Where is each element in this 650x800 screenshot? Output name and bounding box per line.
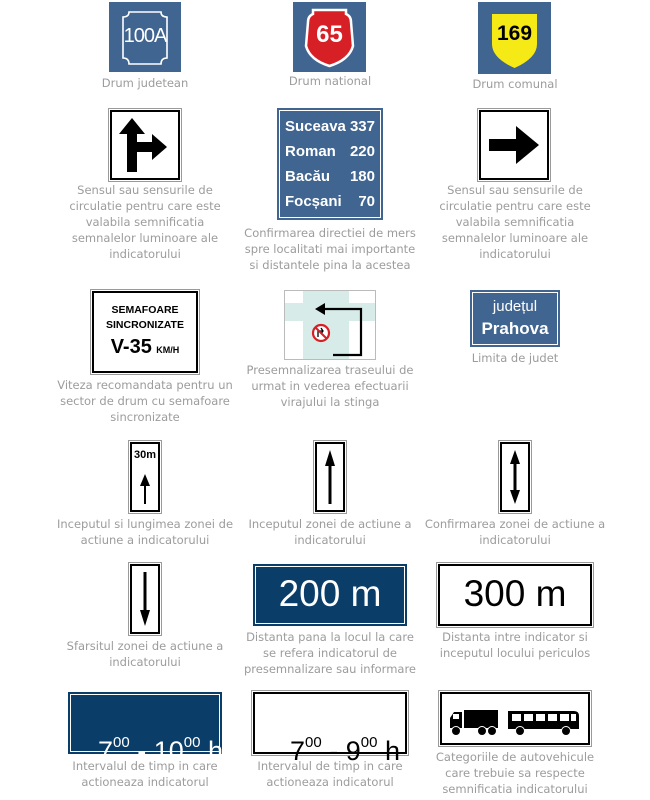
destination-distance: 70 [358,193,375,210]
caption-left-turn-route: Presemnalizarea traseului de urmat in vederea efectuarii virajului la stinga [246,363,414,409]
communal-road-sign [478,2,551,74]
destination-distance: 180 [349,168,375,185]
zone-start-length-sign [130,442,160,512]
caption-direction-right: Sensul sau sensurile de circulatie pentru care este valabila semnificatia semnalelor luminoare ale indicatorului [439,183,591,261]
county-limit-sign [470,290,560,347]
distance-200m-sign [253,564,407,626]
direction-sign-right [479,110,549,180]
caption-distance-200m: Distanta pana la locul la care se refera indicatorul de presemnalizare sau informare [243,630,416,676]
county-road-number: 100A [123,25,167,47]
time-interval-white-sign [253,692,407,766]
distance-200m-text: 200 m [278,573,382,614]
caption-direction-left: Sensul sau sensurile de circulatie pentru care este valabila semnificatia semnalelor luminoare ale indicatorului [69,183,221,261]
caption-zone-end: Sfarsitul zonei de actiune a indicatorului [66,639,224,669]
caption-zone-start: Inceputul zonei de actiune a indicatorului [248,517,412,547]
direction-sign-left-turn [110,110,180,180]
zone-length-text: 30m [133,449,157,461]
time-white-text: $7^{00} - 9^{00}$ h [290,734,400,766]
destination-row [285,118,377,138]
distance-300m-sign [438,564,592,626]
bus-icon [508,711,579,736]
communal-road-caption: Drum comunal [472,77,558,91]
caption-zone-confirm: Confirmarea zonei de actiune a indicatorului [424,517,606,547]
communal-road-number: 169 [496,22,533,45]
synchronized-lights-sign [92,291,198,373]
distance-300m-text: 300 m [463,573,567,614]
destination-row [285,143,377,163]
up-arrow-icon [317,444,343,510]
up-arrow-icon [132,470,158,508]
zone-start-sign [315,442,345,512]
destination-row [285,193,377,213]
sync-lights-line1: SEMAFOARE [111,304,179,316]
county-road-caption: Drum judetean [101,76,189,90]
destination-city: Suceava [285,118,346,135]
sync-lights-speed-line [94,336,196,359]
destination-distance: 220 [349,143,375,160]
truck-and-bus-icon [442,694,588,743]
caption-time-white: Intervalul de timp in care actioneaza indicatorul [257,759,403,789]
caption-vehicle-category: Categoriile de autovehicule care trebuie sa respecte semnificatia indicatorului [435,750,595,796]
caption-county-limit: Limita de judet [471,351,559,365]
county-road-sign [109,2,181,72]
destinations-sign [277,108,383,220]
caption-destinations: Confirmarea directiei de mers spre localitati mai importante si distantele pina la acestea [244,226,416,272]
time-blue-text: $7^{00} - 10^{00}$ h [98,734,223,766]
county-limit-word: județul [492,298,538,315]
destination-distance: 337 [349,118,375,135]
national-road-sign [293,2,366,72]
county-limit-name: Prahova [481,319,549,338]
up-down-arrow-icon [502,444,528,510]
route-diagram-icon [285,291,375,359]
left-turn-route-sign [284,290,376,360]
caption-zone-start-length: Inceputul si lungimea zonei de actiune a indicatorului [56,517,234,547]
zone-end-sign [130,564,160,634]
destination-city: Focșani [285,193,342,210]
caption-distance-300m: Distanta intre indicator si inceputul locului periculos [439,630,591,660]
truck-icon [450,710,498,736]
right-arrow-icon [481,112,547,178]
zone-confirm-sign [500,442,530,512]
destination-city: Bacău [285,168,331,185]
caption-time-blue: Intervalul de timp in care actioneaza indicatorul [72,759,218,789]
caption-sync-lights: Viteza recomandata pentru un sector de drum cu semafoare sincronizate [57,378,233,424]
down-arrow-icon [132,566,158,632]
sync-lights-line2: SINCRONIZATE [106,319,184,331]
destination-city: Roman [285,143,336,160]
up-right-arrow-icon [112,112,178,178]
national-road-number: 65 [316,21,343,48]
sync-lights-speed: V-35 [110,336,152,358]
sync-lights-unit: KM/H [156,345,180,355]
destination-row [285,168,377,188]
national-road-caption: Drum national [288,74,372,88]
vehicle-category-sign [440,692,590,745]
time-interval-blue-sign [68,692,223,766]
